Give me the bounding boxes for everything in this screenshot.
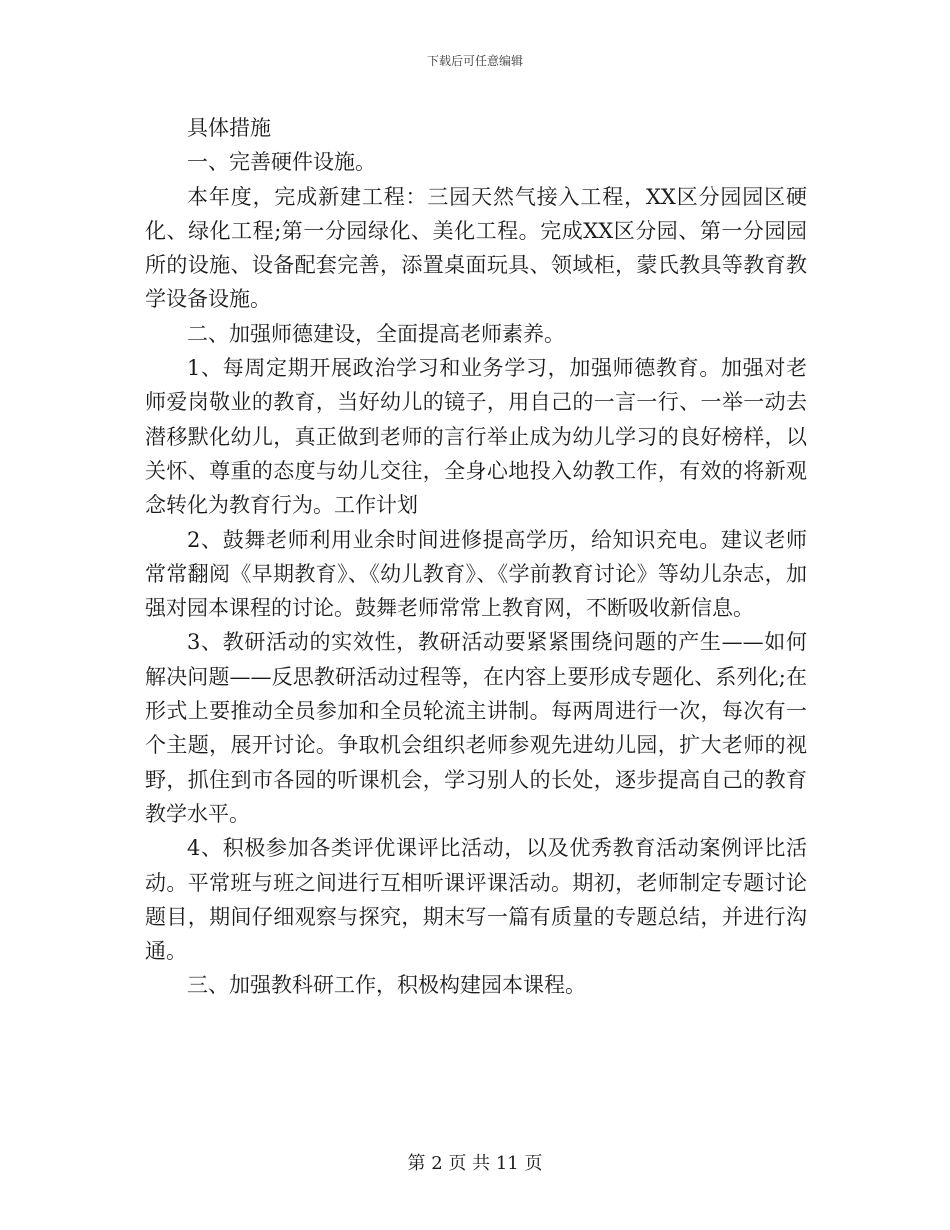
section-heading-1: 一、完善硬件设施。 — [187, 150, 376, 175]
page-header-note: 下载后可任意编辑 — [426, 54, 523, 68]
document-body — [145, 111, 807, 1003]
paragraph-item-1: 1、每周定期开展政治学习和业务学习，加强师德教育。加强对老师爱岗敬业的教育，当好幼儿的镜子，用自己的一言一行、一举一动去潜移默化幼儿，真正做到老师的言行举止成为幼儿学习的良好榜样，以关怀、尊重的态度与幼儿交往，全身心地投入幼教工作，有效的将新观念转化为教育行为。工作计划 — [145, 356, 807, 518]
paragraph-hardware: 本年度，完成新建工程：三园天然气接入工程，XX区分园园区硬化、绿化工程;第一分园绿化、美化工程。完成XX区分园、第一分园园所的设施、设备配套完善，添置桌面玩具、领域柜，蒙氏教具等教育教学设备设施。 — [145, 184, 807, 312]
page-footer: 第 2 页 共 11 页 — [407, 1153, 543, 1174]
section-heading-measures: 具体措施 — [187, 116, 271, 140]
paragraph-item-4: 4、积极参加各类评优课评比活动，以及优秀教育活动案例评比活动。平常班与班之间进行互相听课评课活动。期初，老师制定专题讨论题目，期间仔细观察与探究，期末写一篇有质量的专题总结，并进行沟通。 — [145, 836, 807, 964]
paragraph-item-2: 2、鼓舞老师利用业余时间进修提高学历，给知识充电。建议老师常常翻阅《早期教育》、《幼儿教育》、《学前教育讨论》等幼儿杂志，加强对园本课程的讨论。鼓舞老师常常上教育网，不断吸收新信息。 — [145, 527, 807, 621]
paragraph-item-3: 3、教研活动的实效性，教研活动要紧紧围绕问题的产生——如何解决问题——反思教研活动过程等，在内容上要形成专题化、系列化;在形式上要推动全员参加和全员轮流主讲制。每两周进行一次，每次有一个主题，展开讨论。争取机会组织老师参观先进幼儿园，扩大老师的视野，抓住到市各园的听课机会，学习别人的长处，逐步提高自己的教育教学水平。 — [145, 630, 807, 826]
section-heading-2: 二、加强师德建设，全面提高老师素养。 — [187, 321, 565, 346]
section-heading-3: 三、加强教科研工作，积极构建园本课程。 — [187, 973, 586, 998]
